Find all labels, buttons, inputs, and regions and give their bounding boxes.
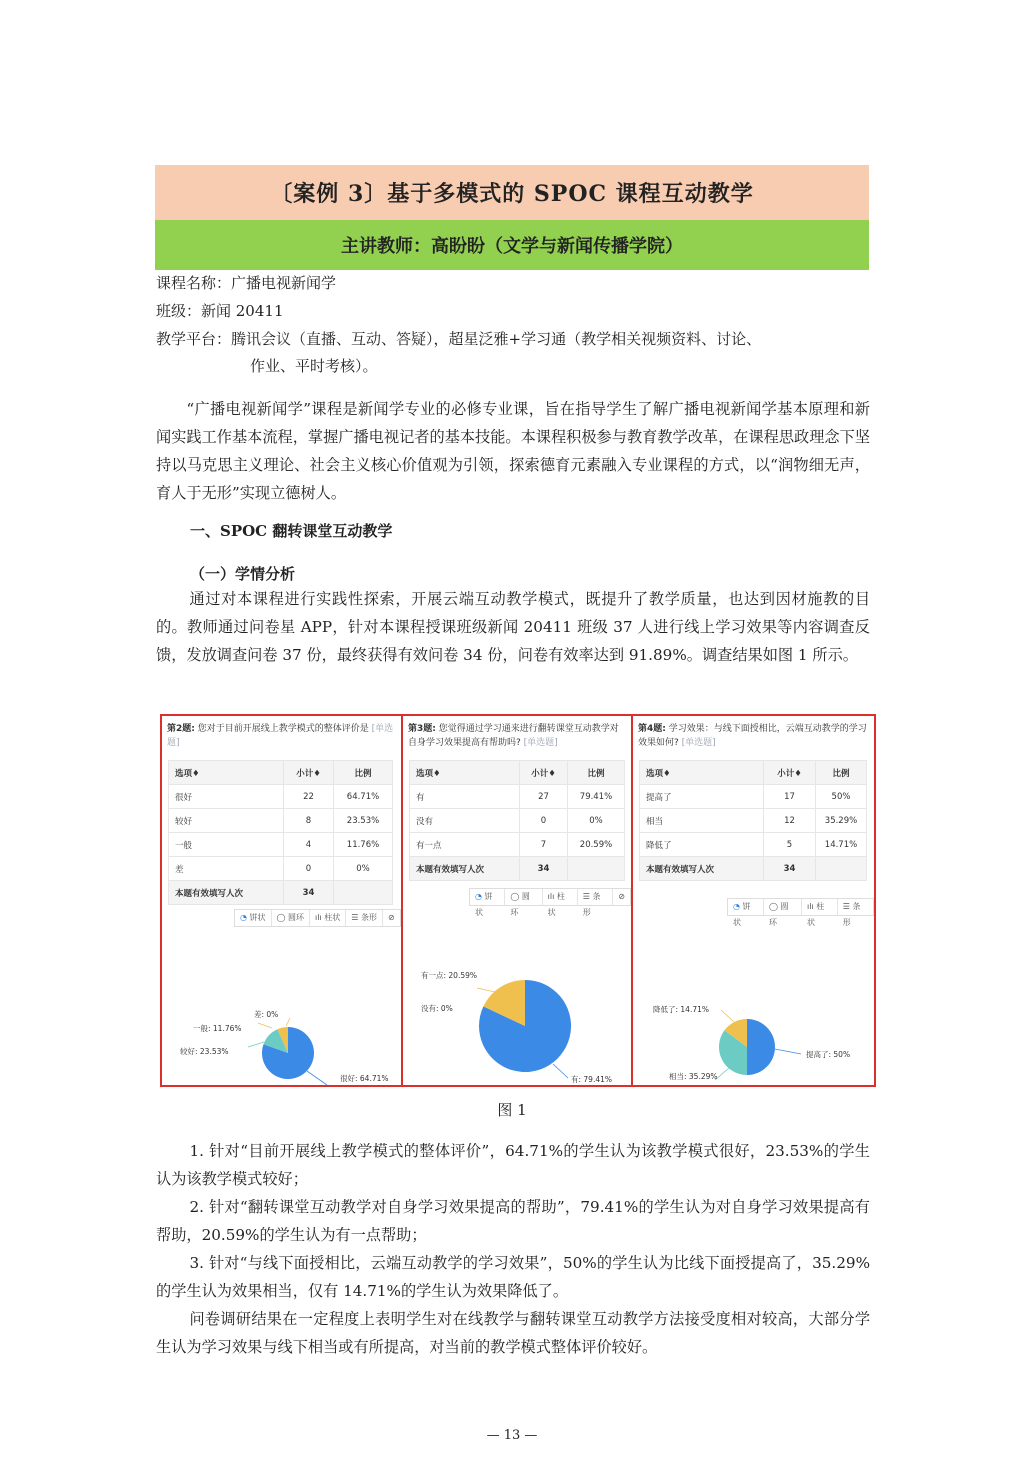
pie-chart-button[interactable]: ◔ 饼状 [235,910,272,926]
pie-chart-q3 [403,966,633,1086]
intro-paragraph: “广播电视新闻学”课程是新闻学专业的必修专业课，旨在指导学生了解广播电视新闻学基本原理和新闻实践工作基本流程，掌握广播电视记者的基本技能。本课程积极参与教育教学改革，在课程思政理念下坚持以马克思主义理论、社会主义核心价值观为引领，探索德育元素融入专业课程的方式，以“润物细无声，育人于无形”实现立德树人。 [156,400,870,502]
table-row [640,785,867,809]
slice-improved [747,1019,775,1075]
chart-type-toolbar [234,909,401,927]
option-cell: 相当 [640,809,764,833]
count-cell: 5 [764,833,816,857]
count-cell: 0 [520,809,568,833]
count-cell: 12 [764,809,816,833]
result-paragraph-3: 3. 针对“与线下面授相比，云端互动教学的学习效果”，50%的学生认为比线下面授提高了，35.29%的学生认为效果相当，仅有 14.71%的学生认为效果降低了。 [156,1254,870,1300]
count-cell: 17 [764,785,816,809]
total-count: 34 [520,857,568,881]
table-row [410,785,625,809]
col-option[interactable]: 选项♦ [640,761,764,785]
pie-label: 提高了: 50% [806,1050,851,1059]
ring-chart-button[interactable]: ◯ 圆环 [272,910,311,926]
lecturer-name: 主讲教师：高盼盼（文学与新闻传播学院） [341,236,683,257]
pie-label: 较好: 23.53% [180,1047,229,1056]
total-label: 本题有效填写人次 [640,857,764,881]
case-title: 〔案例 3〕基于多模式的 SPOC 课程互动教学 [270,181,754,207]
table-row [169,833,393,857]
total-row [169,881,393,905]
pie-label: 有: 79.41% [571,1075,613,1084]
total-count: 34 [284,881,334,905]
question-number: 第3题: [408,724,436,734]
page-number: — 13 — [486,1428,538,1443]
count-cell: 0 [284,857,334,881]
col-option[interactable]: 选项♦ [169,761,284,785]
col-count[interactable]: 小计♦ [520,761,568,785]
total-label: 本题有效填写人次 [410,857,520,881]
ratio-cell: 0% [568,809,625,833]
disabled-icon[interactable]: ⊘ [387,913,395,922]
question-body: 学习效果：与线下面授相比，云端互动教学的学习效果如何? [638,724,867,748]
col-count[interactable]: 小计♦ [284,761,334,785]
table-row [169,809,393,833]
total-row [410,857,625,881]
table-row [640,809,867,833]
survey-panel-q2 [162,716,403,1085]
option-cell: 提高了 [640,785,764,809]
option-cell: 一般 [169,833,284,857]
option-cell: 有一点 [410,833,520,857]
section-heading: 一、SPOC 翻转课堂互动教学 [190,522,393,540]
table-row [410,809,625,833]
course-name: 课程名称：广播电视新闻学 [156,274,337,292]
class-name: 班级：新闻 20411 [156,302,284,320]
chart-type-toolbar [727,898,874,927]
option-cell: 降低了 [640,833,764,857]
question-body: 您对于目前开展线上教学模式的整体评价是 [197,724,369,734]
option-cell: 差 [169,857,284,881]
survey-panel-q3 [403,716,633,1085]
ratio-cell: 79.41% [568,785,625,809]
question-number: 第2题: [167,724,195,734]
question-type-tag: [单选题] [167,724,394,748]
count-cell: 8 [284,809,334,833]
result-paragraph-2: 2. 针对“翻转课堂互动教学对自身学习效果提高的帮助”，79.41%的学生认为对自身学习效果提高有帮助，20.59%的学生认为有一点帮助； [156,1198,870,1244]
count-cell: 7 [520,833,568,857]
option-cell: 较好 [169,809,284,833]
result-table [639,760,867,881]
chart-type-toolbar [469,888,631,917]
question-text [408,722,627,750]
question-text [167,722,397,750]
count-cell: 27 [520,785,568,809]
ratio-cell: 64.71% [334,785,393,809]
total-row [640,857,867,881]
column-chart-button[interactable]: ılı 柱状 [802,899,838,915]
subsection-heading: （一）学情分析 [190,565,296,583]
column-chart-button[interactable]: ılı 柱状 [543,889,578,905]
ring-chart-button[interactable]: ◯ 圆环 [764,899,802,915]
count-cell: 4 [284,833,334,857]
table-row [410,833,625,857]
count-cell: 22 [284,785,334,809]
ratio-cell: 11.76% [334,833,393,857]
result-table [168,760,393,905]
pie-label: 一般: 11.76% [193,1024,242,1033]
ratio-cell: 0% [334,857,393,881]
platform-line-1: 教学平台：腾讯会议（直播、互动、答疑），超星泛雅+学习通（教学相关视频资料、讨论、 [156,330,762,348]
col-ratio: 比例 [568,761,625,785]
col-option[interactable]: 选项♦ [410,761,520,785]
option-cell: 有 [410,785,520,809]
case-title-banner [155,165,869,220]
lecturer-banner [155,220,869,270]
question-type-tag: [单选题] [681,738,716,748]
pie-label: 差: 0% [254,1010,279,1019]
bar-chart-button[interactable]: ☰ 条形 [578,889,614,905]
ratio-cell: 50% [816,785,867,809]
result-paragraph-1: 1. 针对“目前开展线上教学模式的整体评价”，64.71%的学生认为该教学模式很好，23.53%的学生认为该教学模式较好； [156,1142,870,1188]
total-label: 本题有效填写人次 [169,881,284,905]
option-cell: 没有 [410,809,520,833]
total-count: 34 [764,857,816,881]
option-cell: 很好 [169,785,284,809]
result-table [409,760,625,881]
col-ratio: 比例 [816,761,867,785]
pie-chart-button[interactable]: ◔ 饼状 [470,889,505,905]
question-number: 第4题: [638,724,666,734]
table-row [169,785,393,809]
ratio-cell: 35.29% [816,809,867,833]
pie-label: 有一点: 20.59% [421,971,478,980]
question-type-tag: [单选题] [523,738,558,748]
table-row [169,857,393,881]
col-ratio: 比例 [334,761,393,785]
survey-panel-q4 [633,716,874,1085]
pie-label: 降低了: 14.71% [653,1005,710,1014]
platform-line-2: 作业、平时考核）。 [250,357,378,375]
conclusion-paragraph: 问卷调研结果在一定程度上表明学生对在线教学与翻转课堂互动教学方法接受度相对较高，大部分学生认为学习效果与线下相当或有所提高，对当前的教学模式整体评价较好。 [156,1310,870,1356]
column-chart-button[interactable]: ılı 柱状 [310,910,346,926]
pie-label: 很好: 64.71% [340,1074,389,1083]
table-row [640,833,867,857]
ratio-cell: 23.53% [334,809,393,833]
ratio-cell: 20.59% [568,833,625,857]
pie-chart-button[interactable]: ◔ 饼状 [728,899,764,915]
disabled-icon[interactable]: ⊘ [618,892,625,901]
ratio-cell: 14.71% [816,833,867,857]
figure-caption: 图 1 [497,1101,527,1119]
analysis-paragraph: 通过对本课程进行实践性探索，开展云端互动教学模式，既提升了教学质量，也达到因材施教的目的。教师通过问卷星 APP，针对本课程授课班级新闻 20411 班级 37 人进行线上学习效果等内容调查反馈，发放调查问卷 37 份，最终获得有效问卷 34 份，问卷有效率达到 91.89%。调查结果如图 1 所示。 [156,590,870,664]
question-body: 您觉得通过学习通来进行翻转课堂互动教学对自身学习效果提高有帮助吗? [408,724,619,748]
bar-chart-button[interactable]: ☰ 条形 [842,902,861,927]
pie-label: 没有: 0% [421,1004,453,1013]
ring-chart-button[interactable]: ◯ 圆环 [505,889,542,905]
bar-chart-button[interactable]: ☰ 条形 [346,910,383,926]
col-count[interactable]: 小计♦ [764,761,816,785]
question-text [638,722,870,750]
survey-figure [160,714,876,1087]
pie-label: 相当: 35.29% [669,1072,718,1081]
